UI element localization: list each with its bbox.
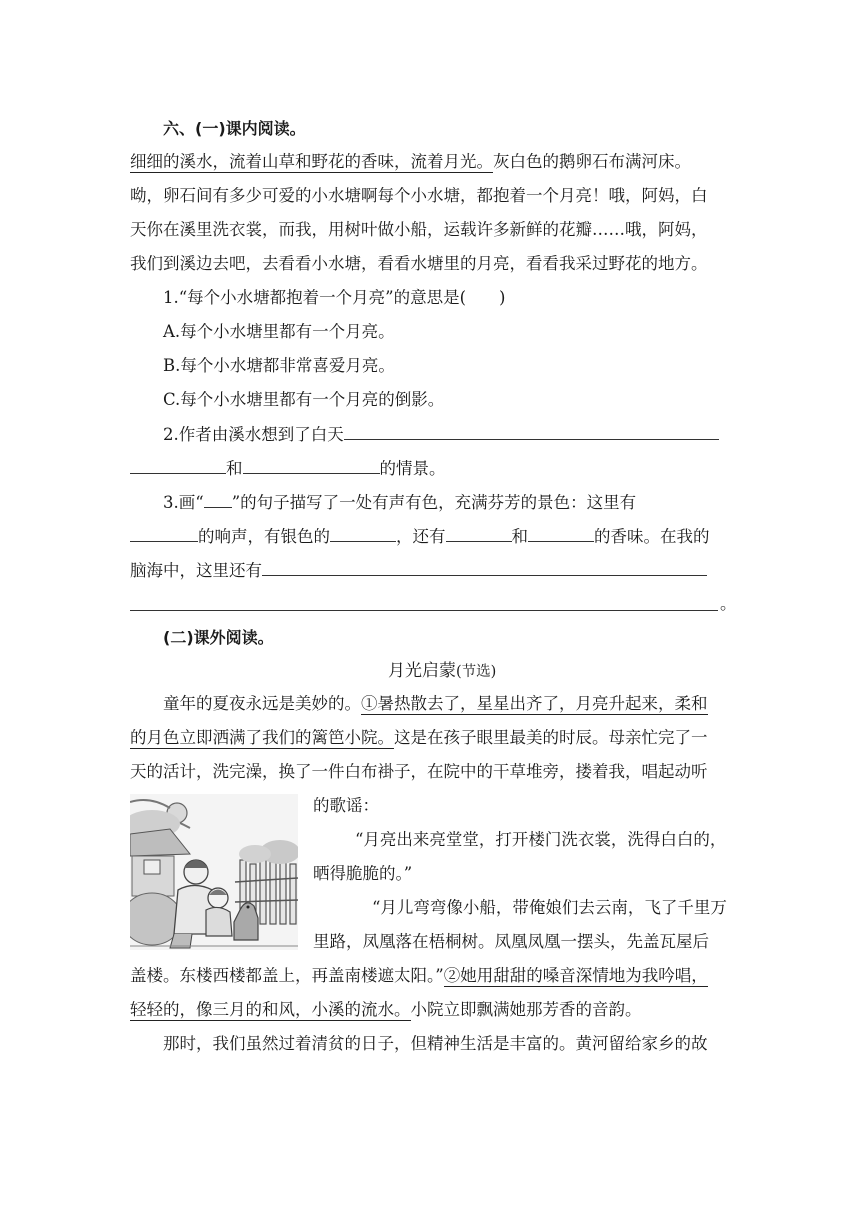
article-line-3: 天的活计，洗完澡，换了一件白布褂子，在院中的干草堆旁，搂着我，唱起动听: [130, 762, 708, 781]
moonlit-courtyard-illustration: [130, 794, 298, 950]
answer-blank[interactable]: [330, 525, 396, 542]
section1-heading: 六、(一)课内阅读。: [163, 119, 306, 138]
section2-heading: (二)课外阅读。: [163, 628, 274, 647]
answer-blank[interactable]: [446, 525, 512, 542]
answer-blank[interactable]: [130, 457, 226, 474]
song-2-line-2: 里路，凤凰落在梧桐树。凤凰凤凰一摆头，先盖瓦屋后: [313, 932, 709, 951]
passage-line-3: 天你在溪里洗衣裳，而我，用树叶做小船，运载许多新鲜的花瓣……哦，阿妈，: [130, 220, 708, 239]
question-1-option-b[interactable]: B.每个小水塘都非常喜爱月亮。: [163, 356, 395, 375]
passage-line-4: 我们到溪边去吧，去看看小水塘，看看水塘里的月亮，看看我采过野花的地方。: [130, 254, 708, 273]
article-title: 月光启蒙(节选): [388, 661, 497, 681]
answer-blank[interactable]: [262, 559, 707, 576]
answer-blank[interactable]: [528, 525, 594, 542]
question-2-line-2: 和 的情景。: [130, 457, 730, 480]
question-1-option-c[interactable]: C.每个小水塘里都有一个月亮的倒影。: [163, 390, 445, 409]
answer-blank[interactable]: [344, 423, 719, 440]
article-line-1: 童年的夏夜永远是美妙的。①暑热散去了，星星出齐了，月亮升起来，柔和: [163, 694, 708, 713]
period-mark: 。: [720, 594, 737, 613]
underlined-sentence: 细细的溪水，流着山草和野花的香味，流着月光。: [130, 152, 493, 171]
answer-blank[interactable]: [243, 457, 380, 474]
question-3-line-3: 脑海中，这里还有: [130, 559, 730, 582]
answer-blank[interactable]: [130, 525, 198, 542]
answer-blank[interactable]: [204, 491, 232, 508]
song-1-line-2: 晒得脆脆的。”: [313, 864, 413, 883]
song-1-line-1: “月亮出来亮堂堂，打开楼门洗衣裳，洗得白白的，: [355, 830, 727, 849]
answer-blank-full-line[interactable]: [130, 609, 718, 611]
passage-line-1: 细细的溪水，流着山草和野花的香味，流着月光。灰白色的鹅卵石布满河床。: [130, 152, 691, 171]
article-paragraph-3: 那时，我们虽然过着清贫的日子，但精神生活是丰富的。黄河留给家乡的故: [163, 1034, 708, 1053]
underlined-sentence-2: ②她用甜甜的嗓音深情地为我吟唱，: [443, 966, 708, 985]
passage-line-2: 呦，卵石间有多少可爱的小水塘啊每个小水塘，都抱着一个月亮！哦，阿妈，白: [130, 186, 708, 205]
underlined-sentence-1-cont: 的月色立即洒满了我们的篱笆小院。: [130, 728, 394, 747]
article-line-4: 的歌谣：: [313, 796, 379, 815]
question-3-line-1: 3.画“ ”的句子描写了一处有声有色，充满芬芳的景色：这里有: [163, 493, 637, 512]
song-2-line-1: “月儿弯弯像小船，带俺娘们去云南，飞了千里万: [372, 898, 727, 917]
article-line-2: 的月色立即洒满了我们的篱笆小院。这是在孩子眼里最美的时辰。母亲忙完了一: [130, 728, 708, 747]
underlined-sentence-2-cont: 轻轻的，像三月的和风，小溪的流水。: [130, 1000, 411, 1019]
question-1-stem: 1.“每个小水塘都抱着一个月亮”的意思是( ): [163, 288, 506, 307]
song-2-line-3: 盖楼。东楼西楼都盖上，再盖南楼遮太阳。”②她用甜甜的嗓音深情地为我吟唱，: [130, 966, 708, 985]
question-1-option-a[interactable]: A.每个小水塘里都有一个月亮。: [163, 322, 395, 341]
question-3-line-2: 的响声，有银色的 ，还有 和 的香味。在我的: [130, 525, 730, 548]
underlined-sentence-1: ①暑热散去了，星星出齐了，月亮升起来，柔和: [361, 694, 708, 713]
song-2-line-4: 轻轻的，像三月的和风，小溪的流水。小院立即飘满她那芳香的音韵。: [130, 1000, 642, 1019]
question-2-stem: 2.作者由溪水想到了白天: [163, 423, 763, 446]
